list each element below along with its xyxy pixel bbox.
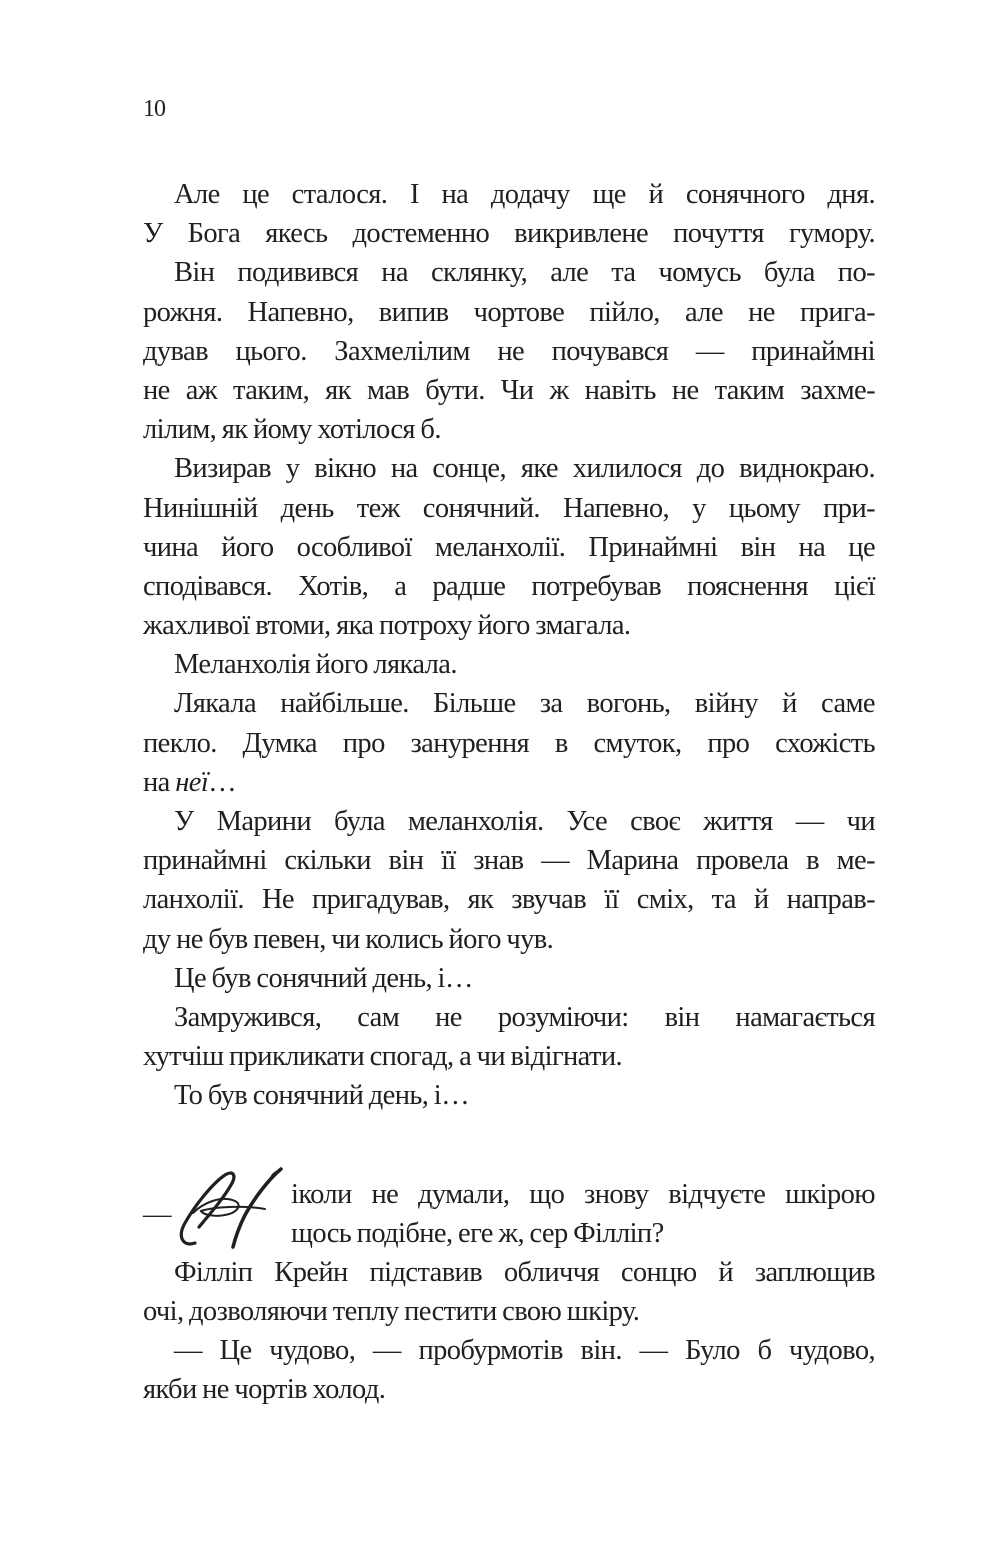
paragraph: [143, 1331, 875, 1409]
text-line: ду не був певен, чи колись його чув.: [143, 923, 554, 955]
body-text: [143, 175, 875, 1410]
text-line: Лякала найбільше. Більше за вогонь, війну й саме: [174, 688, 875, 720]
text-line: принаймні скільки він її знав — Марина провела в ме-: [143, 845, 875, 877]
text-line: жахливої втоми, яка потроху його змагала.: [143, 610, 631, 642]
text-line: очі, дозволяючи теплу пестити свою шкіру.: [143, 1296, 640, 1328]
text-line: чина його особливої меланхолії. Принаймні він на це: [143, 531, 875, 563]
text-line: То був сонячний день, і…: [174, 1080, 470, 1112]
text-line: Нинішній день теж сонячний. Напевно, у цьому при-: [143, 492, 875, 524]
text-line: Філліп Крейн підставив обличчя сонцю й заплющив: [174, 1256, 875, 1288]
text-line: сподівався. Хотів, а радше потребував пояснення цієї: [143, 570, 875, 602]
emphasis-text: неї: [175, 766, 209, 798]
text-line: ланхолії. Не пригадував, як звучав її сміх, та й направ-: [143, 884, 875, 916]
text-line: не аж таким, як мав бути. Чи ж навіть не таким захме-: [143, 374, 875, 406]
paragraph: [143, 449, 875, 645]
paragraph: [143, 1076, 875, 1115]
text-fragment: на: [143, 766, 176, 798]
text-line: Замружився, сам не розуміючи: він намагається: [174, 1001, 875, 1033]
text-line: У Бога якесь достеменно викривлене почуття гумору.: [143, 218, 875, 250]
text-line: Він подивився на склянку, але та чомусь була по-: [174, 257, 875, 289]
text-line: рожня. Напевно, випив чортове пійло, але не прига-: [143, 296, 875, 328]
text-line: Меланхолія його лякала.: [174, 649, 457, 681]
text-line: якби не чортів холод.: [143, 1374, 386, 1406]
script-capital-n-icon: [173, 1165, 288, 1255]
dialogue-dash: —: [143, 1198, 171, 1230]
paragraph: [143, 959, 875, 998]
text-line: дував цього. Захмелілим не почувався — принаймні: [143, 335, 875, 367]
paragraph: [143, 684, 875, 802]
text-line: Але це сталося. І на додачу ще й сонячного дня.: [174, 179, 875, 210]
text-line: Це був сонячний день, і…: [174, 962, 473, 994]
text-line: щось подібне, еге ж, сер Філліп?: [291, 1217, 664, 1249]
paragraph: [143, 802, 875, 959]
paragraph: [143, 998, 875, 1076]
text-fragment: …: [208, 766, 237, 798]
paragraph: [143, 1253, 875, 1331]
text-line: Визирав у вікно на сонце, яке хилилося до виднокраю.: [174, 453, 875, 485]
page-number: 10: [143, 96, 165, 122]
text-line: [143, 763, 875, 802]
paragraph: [143, 253, 875, 449]
dropcap-text: [291, 1175, 875, 1253]
text-line: лілим, як йому хотілося б.: [143, 414, 441, 446]
dropcap-paragraph: [143, 1175, 875, 1253]
text-line: хутчіш прикликати спогад, а чи відігнати.: [143, 1041, 623, 1073]
text-line: — Це чудово, — пробурмотів він. — Було б чудово,: [174, 1335, 875, 1367]
text-line: У Марини була меланхолія. Усе своє життя — чи: [174, 806, 875, 837]
text-line: пекло. Думка про занурення в смуток, про схожість: [143, 727, 875, 759]
paragraph: [143, 175, 875, 253]
paragraph: [143, 645, 875, 684]
text-line: іколи не думали, що знову відчуєте шкірою: [291, 1178, 875, 1210]
